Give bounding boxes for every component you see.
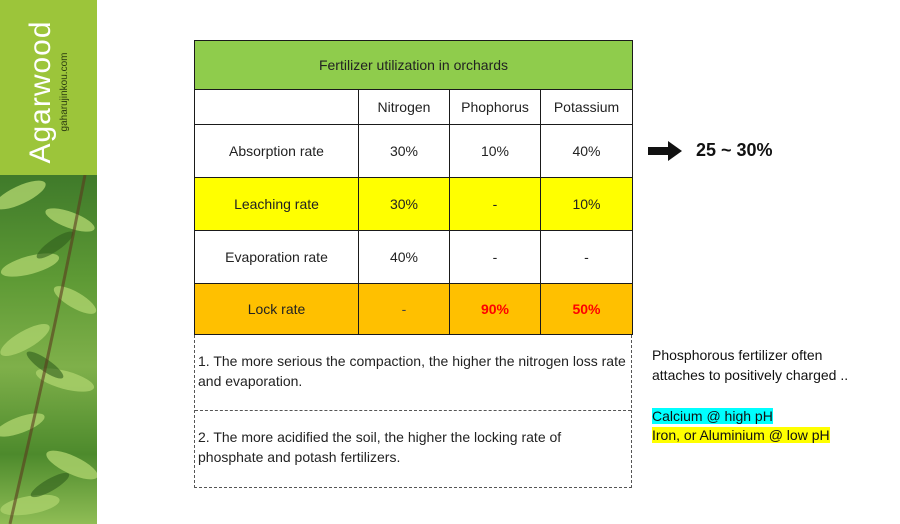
note-compaction: 1. The more serious the compaction, the higher the nitrogen loss rate and evaporation.: [195, 335, 631, 411]
table-row-absorption: [195, 125, 633, 178]
cell-value-highlight: 90%: [450, 284, 541, 335]
cell-value: 40%: [359, 231, 450, 284]
cell-value: 10%: [450, 125, 541, 178]
header-cell-empty: [195, 90, 359, 125]
cell-value: 30%: [359, 125, 450, 178]
phosphorus-note-line2: attaches to positively charged ..: [652, 367, 849, 383]
header-cell-potassium: Potassium: [541, 90, 633, 125]
table-row-lock: [195, 284, 633, 335]
highlight-calcium: Calcium @ high pH: [652, 408, 773, 424]
phosphorus-note-line1: Phosphorous fertilizer often: [652, 347, 823, 363]
cell-value: -: [541, 231, 633, 284]
cell-value: 30%: [359, 178, 450, 231]
ph-highlights: [652, 407, 830, 445]
row-label: Lock rate: [195, 284, 359, 335]
absorption-summary: [648, 140, 773, 161]
row-label: Leaching rate: [195, 178, 359, 231]
notes-box: [194, 335, 632, 488]
cell-value: -: [450, 231, 541, 284]
leaves-image: [0, 175, 97, 524]
brand-logo: [26, 20, 70, 163]
brand-name: Agarwood: [24, 20, 57, 164]
note-acidification: 2. The more acidified the soil, the higher the locking rate of phosphate and potash fertilizers.: [198, 429, 562, 465]
leaf-photo: [0, 175, 97, 524]
highlight-iron-aluminium: Iron, or Aluminium @ low pH: [652, 427, 830, 443]
cell-value: -: [359, 284, 450, 335]
table-row-evaporation: [195, 231, 633, 284]
table-row-leaching: [195, 178, 633, 231]
right-arrow-icon: [648, 141, 682, 161]
absorption-range: 25 ~ 30%: [696, 140, 773, 160]
row-label: Absorption rate: [195, 125, 359, 178]
table-header-row: [195, 90, 633, 125]
fertilizer-table-container: [194, 40, 632, 488]
brand-site: gaharujinkou.com: [59, 52, 70, 132]
cell-value-highlight: 50%: [541, 284, 633, 335]
cell-value: 10%: [541, 178, 633, 231]
table-title-row: [195, 41, 633, 90]
table-title: Fertilizer utilization in orchards: [195, 41, 633, 90]
cell-value: 40%: [541, 125, 633, 178]
cell-value: -: [450, 178, 541, 231]
brand-sidebar: [0, 0, 97, 524]
header-cell-phosphorus: Phophorus: [450, 90, 541, 125]
header-cell-nitrogen: Nitrogen: [359, 90, 450, 125]
phosphorus-note: [652, 345, 848, 385]
row-label: Evaporation rate: [195, 231, 359, 284]
fertilizer-table: [194, 40, 633, 335]
